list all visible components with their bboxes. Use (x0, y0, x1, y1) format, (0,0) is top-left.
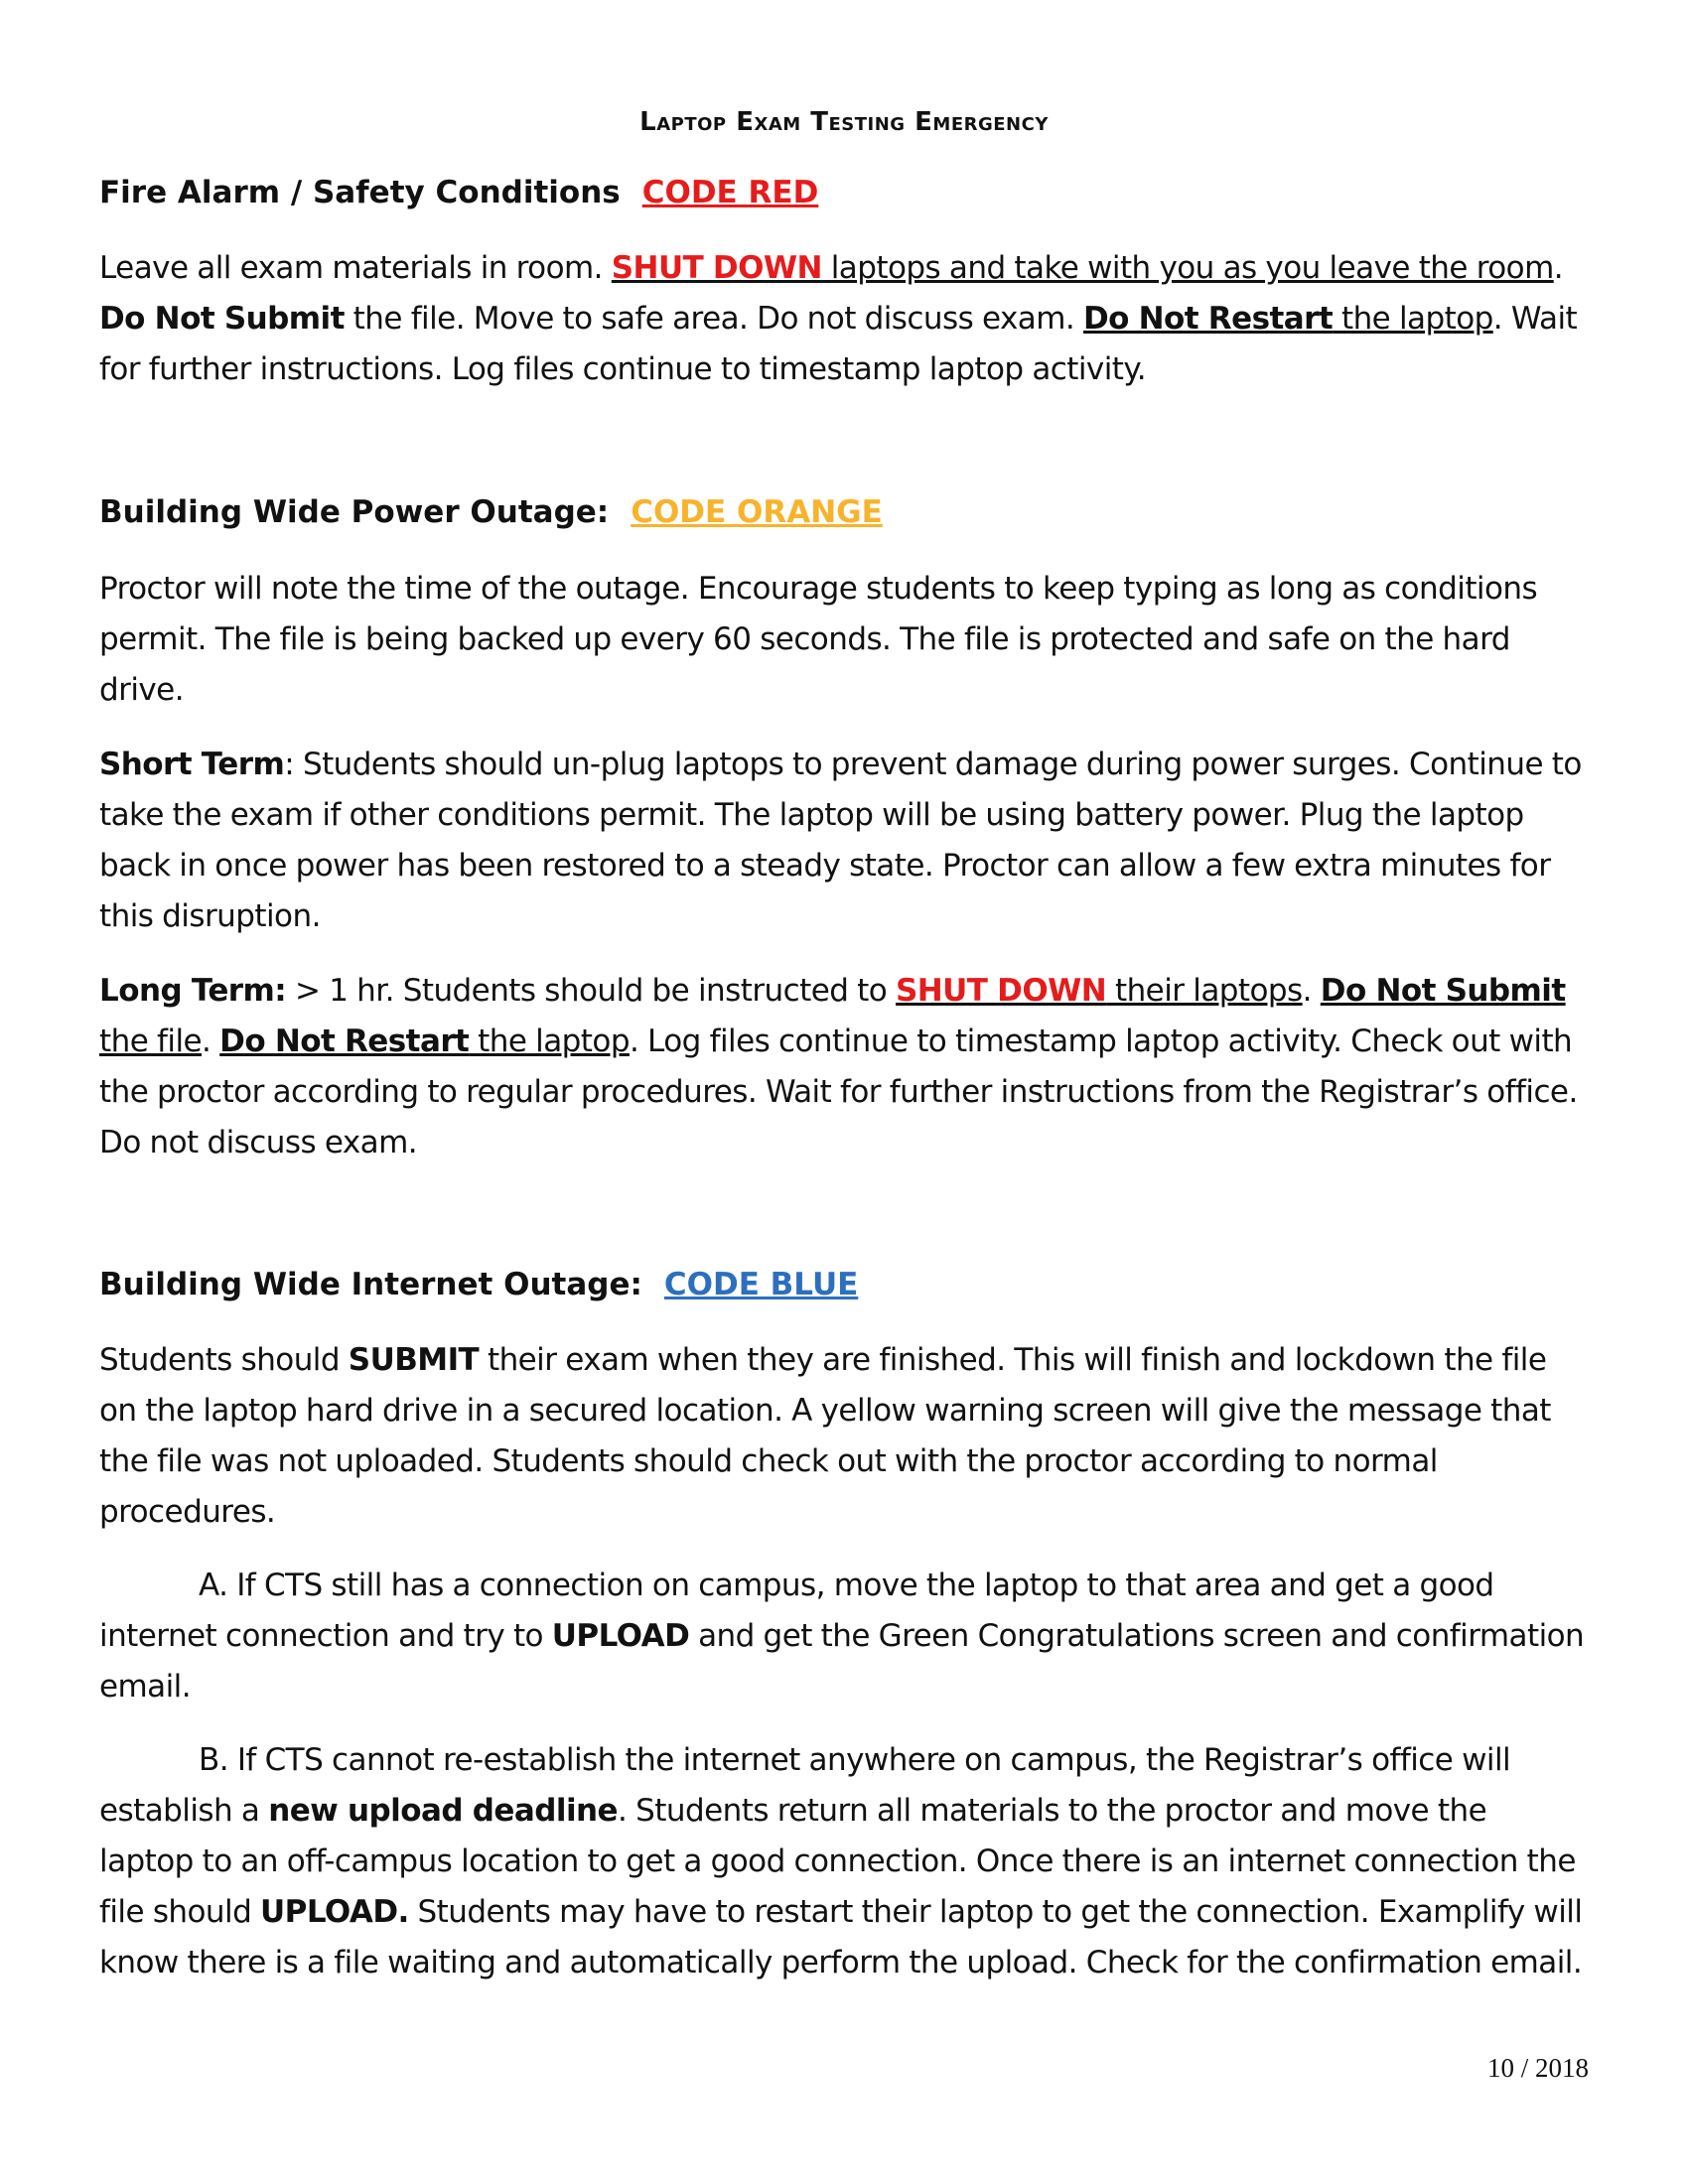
internet-option-b: B. If CTS cannot re-establish the internet anywhere on campus, the Registrar’s office will establish a new upload deadline. Students return all materials to the proctor and move the laptop to an off-campus location to get a good connection. Once there is an internet connection the file should UPLOAD. Students may have to restart their laptop to get the connection. Examplify will know there is a file waiting and automatically perform the upload. Check for the confirmation email. (99, 1742, 1583, 1980)
power-short-term: Short Term: Students should un-plug laptops to prevent damage during power surges. Continue to take the exam if other conditions permit. The laptop will be using battery power. Plug the laptop back in once power has been restored to a steady state. Proctor can allow a few extra minutes for this disruption. (99, 747, 1582, 934)
revision-date: 10 / 2018 (1486, 2053, 1589, 2083)
code-red-label: CODE RED (641, 175, 819, 210)
power-instructions: Proctor will note the time of the outage. Encourage students to keep typing as long as conditions permit. The file is being backed up every 60 seconds. The file is protected and safe on the hard drive. (99, 571, 1538, 708)
power-long-term: Long Term: > 1 hr. Students should be instructed to SHUT DOWN their laptops. Do Not Submit the file. Do Not Restart the laptop. Log files continue to timestamp laptop activity. Check out with the proctor according to regular procedures. Wait for further instructions from the Registrar’s office. Do not discuss exam. (99, 973, 1578, 1160)
fire-heading: Fire Alarm / Safety Conditions CODE RED (99, 175, 819, 210)
power-heading: Building Wide Power Outage: CODE ORANGE (99, 494, 883, 530)
fire-instructions: Leave all exam materials in room. SHUT DOWN laptops and take with you as you leave the room. Do Not Submit the file. Move to safe area. Do not discuss exam. Do Not Restart the laptop. Wait for further instructions. Log files continue to timestamp laptop activity. (99, 250, 1578, 387)
code-orange-label: CODE ORANGE (631, 494, 883, 530)
code-blue-label: CODE BLUE (663, 1267, 859, 1302)
internet-heading: Building Wide Internet Outage: CODE BLUE (99, 1267, 859, 1302)
internet-instructions: Students should SUBMIT their exam when they are finished. This will finish and lockdown the file on the laptop hard drive in a secured location. A yellow warning screen will give the message that the file was not uploaded. Students should check out with the proctor according to normal procedures. (99, 1342, 1551, 1530)
page-title: Laptop Exam Testing Emergency (639, 107, 1049, 137)
internet-option-a: A. If CTS still has a connection on campus, move the laptop to that area and get a good internet connection and try to UPLOAD and get the Green Congratulations screen and confirmation email. (99, 1568, 1585, 1705)
